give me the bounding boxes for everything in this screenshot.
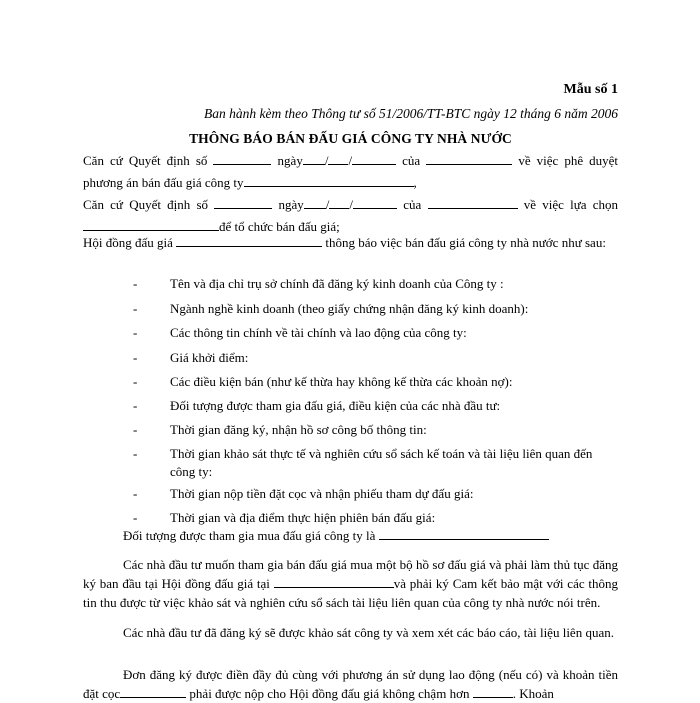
- blank-eligible: [379, 528, 549, 540]
- blank-day-2: [304, 197, 326, 209]
- blank-decision-no-2: [214, 197, 272, 209]
- paragraph-application: Đơn đăng ký được điền đầy đủ cùng với phương án sử dụng lao động (nếu có) và khoản tiền đặt cọc phải được nộp cho Hội đồng đấu giá không chậm hơn . Khoản: [83, 667, 618, 701]
- paragraph-registration: Các nhà đầu tư muốn tham gia bán đấu giá mua một bộ hồ sơ đấu giá và phải làm thủ tục đăng ký ban đầu tại Hội đồng đấu giá tại và phải ký Cam kết bảo mật với các thông tin thu được từ việc khảo sát và nghiên cứu sổ sách tài liệu liên quan của công ty nhà nước nói trên.: [83, 557, 619, 610]
- issued-by-note: Ban hành kèm theo Thông tư số 51/2006/TT-BTC ngày 12 tháng 6 năm 2006: [204, 106, 618, 121]
- blank-location: [274, 576, 394, 588]
- bullet-item: - Đối tượng được tham gia đấu giá, điều kiện của các nhà đầu tư:: [133, 398, 501, 413]
- blank-decision-no: [213, 153, 271, 165]
- document-title: THÔNG BÁO BÁN ĐẤU GIÁ CÔNG TY NHÀ NƯỚC: [189, 131, 512, 146]
- blank-month: [328, 153, 348, 165]
- bullet-item: - Tên và địa chỉ trụ sở chính đã đăng ký kinh doanh của Công ty :: [133, 276, 504, 291]
- blank-organizer: [83, 219, 219, 231]
- blank-deadline: [473, 686, 513, 698]
- blank-company: [244, 175, 414, 187]
- bullet-item: - Ngành nghề kinh doanh (theo giấy chứng nhận đăng ký kinh doanh):: [133, 301, 529, 316]
- blank-year-2: [353, 197, 397, 209]
- blank-issuer: [426, 153, 512, 165]
- bullet-item: - Các điều kiện bán (như kế thừa hay không kế thừa các khoản nợ):: [133, 374, 513, 389]
- paragraph-decision-2: Căn cứ Quyết định số ngày / / của về việc lựa chọn để tổ chức bán đấu giá;: [83, 197, 619, 234]
- paragraph-decision-1: Căn cứ Quyết định số ngày / / của về việc phê duyệt phương án bán đấu giá công ty ,: [83, 153, 619, 190]
- bullet-item: - Thời gian nộp tiền đặt cọc và nhận phiếu tham dự đấu giá:: [133, 486, 474, 501]
- bullet-item: - Thời gian khảo sát thực tế và nghiên cứu sổ sách kế toán và tài liệu liên quan đến công ty:: [133, 446, 593, 479]
- blank-issuer-2: [428, 197, 518, 209]
- blank-deposit: [120, 686, 186, 698]
- paragraph-eligible: Đối tượng được tham gia mua đấu giá công ty là: [83, 525, 618, 547]
- bullet-item: - Giá khởi điểm:: [133, 350, 249, 365]
- document-page: [83, 0, 618, 700]
- bullet-item: - Thời gian và địa điểm thực hiện phiên bán đấu giá:: [133, 510, 436, 525]
- blank-day: [303, 153, 325, 165]
- paragraph-survey: Các nhà đầu tư đã đăng ký sẽ được khảo sát công ty và xem xét các báo cáo, tài liệu liên quan.: [123, 625, 614, 640]
- bullet-item: - Thời gian đăng ký, nhận hồ sơ công bố thông tin:: [133, 422, 427, 437]
- form-number: Mẫu số 1: [563, 82, 618, 97]
- blank-council: [176, 235, 322, 247]
- bullet-item: - Các thông tin chính về tài chính và lao động của công ty:: [133, 325, 467, 340]
- blank-month-2: [329, 197, 349, 209]
- blank-year: [352, 153, 396, 165]
- paragraph-council: Hội đồng đấu giá thông báo việc bán đấu giá công ty nhà nước như sau:: [83, 235, 606, 250]
